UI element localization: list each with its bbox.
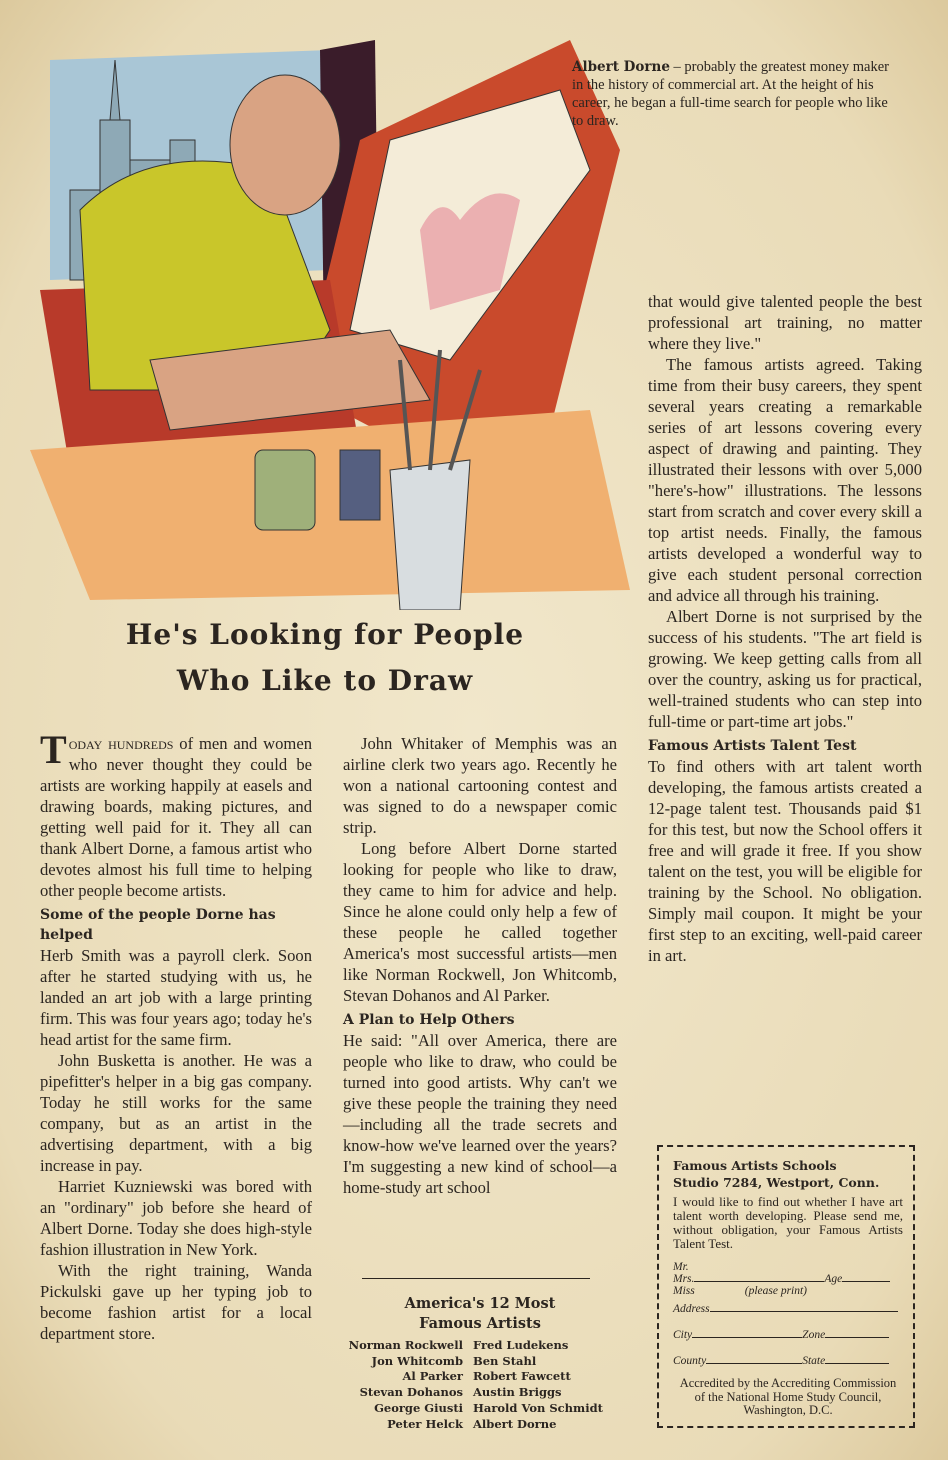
artists-box <box>335 1294 625 1432</box>
artist-illustration <box>30 30 630 610</box>
artist-name: Stevan Dohanos <box>359 1385 463 1400</box>
subheading: Famous Artists Talent Test <box>648 738 857 754</box>
column-1 <box>40 727 312 1344</box>
artist-name: Albert Dorne <box>473 1416 557 1431</box>
paragraph: Albert Dorne is not surprised by the success of his students. "The art field is growing. We keep getting calls from all over the country, asking us for practical, well-trained students who can step into full-time or part-time art jobs." <box>648 607 922 731</box>
paragraph: Long before Albert Dorne started looking for people who like to draw, they came to him for advice and help. Since he alone could only help a few of these people he called together America's most successful artists—men like Norman Rockwell, Jon Whitcomb, Stevan Dohanos and Al Parker. <box>343 839 617 1005</box>
paragraph: Harriet Kuzniewski was bored with an "ordinary" job before she heard of Albert Dorne. Today she does high-style fashion illustration in New York. <box>40 1177 312 1259</box>
artist-name: Harold Von Schmidt <box>473 1400 603 1415</box>
subheading: A Plan to Help Others <box>343 1012 515 1028</box>
column-2 <box>343 733 617 1198</box>
paragraph: Herb Smith was a payroll clerk. Soon after he started studying with us, he landed an art job with a large printing firm. This was four years ago; today he's head artist for the same firm. <box>40 946 312 1049</box>
county-label: County <box>673 1355 707 1367</box>
zone-label: Zone <box>802 1329 826 1341</box>
paragraph: of men and women who never thought they could be artists are working happily at easels and drawing boards, making pictures, and getting well paid for it. They all can thank Albert Dorne, a famous artist who devotes almost his full time to helping other people become artists. <box>40 734 312 900</box>
paragraph: John Busketta is another. He was a pipefitter's helper in a big gas company. Today he still works for the same company, but as an artist in the advertising department, with a big increase in pay. <box>40 1051 312 1175</box>
face <box>230 75 340 215</box>
drop-cap: T <box>40 727 67 772</box>
artist-name: Fred Ludekens <box>473 1338 569 1352</box>
artists-list <box>335 1338 625 1432</box>
artist-name: Norman Rockwell <box>348 1338 463 1352</box>
paragraph: The famous artists agreed. Taking time from their busy careers, they spent several years creating a remarkable series of art lessons covering every aspect of drawing and painting. They illustrated their lessons with over 5,000 "here's-how" illustrations. The lessons start from scratch and cover every skill a top artist needs. Finally, the famous artists developed a wonderful way to give each student personal correction and advice all through his training. <box>648 355 922 605</box>
coupon-school: Famous Artists Schools <box>673 1158 837 1173</box>
address-label: Address <box>673 1303 710 1315</box>
artists-title-2: Famous Artists <box>419 1315 541 1332</box>
artists-title-1: America's 12 Most <box>404 1295 556 1312</box>
paragraph: To find others with art talent worth developing, the famous artists created a 12-page talent test. Thousands paid $1 for this test, but now the School offers it free and will grade it free. If you show talent on the test, you will be eligible for training by the School. No obligation. Simply mail coupon. It might be your first step to an exciting, well-paid career in art. <box>648 757 922 965</box>
age-label: Age <box>824 1273 843 1285</box>
mrs-label: Mrs. <box>673 1273 695 1285</box>
artist-name: Jon Whitcomb <box>371 1353 463 1368</box>
caption-text: – probably the greatest money maker in the history of commercial art. At the height of his career, he began a full-time search for people who like to draw. <box>572 59 889 129</box>
name-field[interactable] <box>673 1261 903 1297</box>
city-label: City <box>673 1329 693 1341</box>
artist-name: Peter Helck <box>387 1416 463 1431</box>
city-zone-field[interactable] <box>673 1329 903 1341</box>
column-3 <box>648 291 922 966</box>
mail-coupon[interactable] <box>657 1145 915 1428</box>
accreditation: Accredited by the Accrediting Commission of the National Home Study Council, Washington, D.C. <box>679 1376 897 1417</box>
paragraph: He said: "All over America, there are people who like to draw, who could be turned into good artists. Why can't we give these people the training they need—including all the trade secrets and know-how we've learned over the years? I'm suggesting a new kind of school—a home-study art school <box>343 1031 617 1197</box>
coupon-body: I would like to find out whether I have art talent worth developing. Please send me, without obligation, your Famous Artists Talent Test. <box>673 1194 903 1251</box>
brush-jar <box>390 460 470 610</box>
caption <box>572 58 902 130</box>
mr-label: Mr. <box>673 1261 689 1273</box>
artist-name: Ben Stahl <box>473 1353 537 1368</box>
paragraph: With the right training, Wanda Pickulski gave up her typing job to become fashion artist for a local department store. <box>40 1261 312 1343</box>
divider <box>362 1278 590 1279</box>
caption-name: Albert Dorne <box>572 59 670 75</box>
subheading: Some of the people Dorne has helped <box>40 907 276 943</box>
artist-name: Al Parker <box>402 1369 463 1384</box>
coupon-address: Studio 7284, Westport, Conn. <box>673 1175 880 1190</box>
paragraph: that would give talented people the best professional art training, no matter where they live." <box>648 292 922 353</box>
county-state-field[interactable] <box>673 1355 903 1367</box>
artist-name: Austin Briggs <box>473 1385 562 1400</box>
artist-name: Robert Fawcett <box>473 1369 571 1384</box>
lead-in: oday hundreds <box>68 734 174 753</box>
headline-line-2: Who Like to Draw <box>176 664 474 697</box>
paragraph: John Whitaker of Memphis was an airline clerk two years ago. Recently he won a national cartooning contest and was signed to do a newspaper comic strip. <box>343 734 617 837</box>
artist-name: George Giusti <box>374 1400 463 1415</box>
headline-line-1: He's Looking for People <box>125 618 525 651</box>
address-field[interactable] <box>673 1303 903 1315</box>
miss-label: Miss <box>673 1285 695 1297</box>
please-print-label: (please print) <box>744 1285 808 1297</box>
state-label: State <box>802 1355 826 1367</box>
